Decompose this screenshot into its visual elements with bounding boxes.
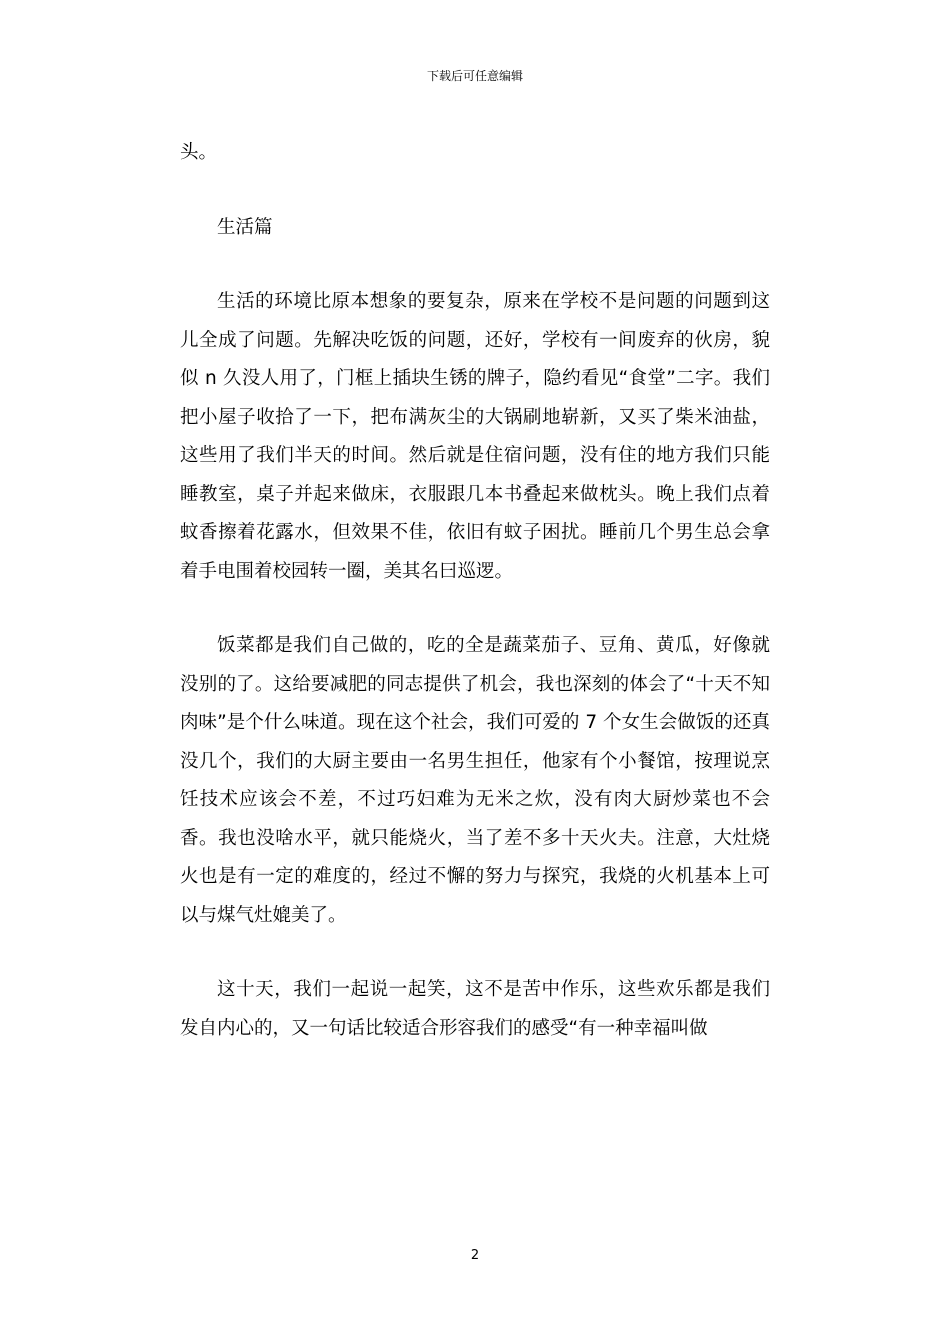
section-title: 生活篇 <box>217 216 273 238</box>
document-body <box>180 134 770 1048</box>
continuation-text: 头。 <box>180 142 218 163</box>
page-header: 下载后可任意编辑 <box>426 69 523 83</box>
paragraph-happiness: 这十天，我们一起说一起笑，这不是苦中作乐，这些欢乐都是我们发自内心的，又一句话比较适合形容我们的感受“有一种幸福叫做 <box>180 979 770 1039</box>
paragraph-meals: 饭菜都是我们自己做的，吃的全是蔬菜茄子、豆角、黄瓜，好像就没别的了。这给要减肥的同志提供了机会，我也深刻的体会了“十天不知肉味”是个什么味道。现在这个社会，我们可爱的 7 个女生会做饭的还真没几个，我们的大厨主要由一名男生担任，他家有个小餐馆，按理说烹饪技术应该会不差，不过巧妇难为无米之炊，没有肉大厨炒菜也不会香。我也没啥水平，就只能烧火，当了差不多十天火夫。注意，大灶烧火也是有一定的难度的，经过不懈的努力与探究，我烧的火机基本上可以与煤气灶媲美了。 <box>180 635 770 926</box>
paragraph-living-environment: 生活的环境比原本想象的要复杂，原来在学校不是问题的问题到这儿全成了问题。先解决吃饭的问题，还好，学校有一间废弃的伙房，貌似 n 久没人用了，门框上插块生锈的牌子，隐约看见“食堂”二字。我们把小屋子收拾了一下，把布满灰尘的大锅刷地崭新，又买了柴米油盐，这些用了我们半天的时间。然后就是住宿问题，没有住的地方我们只能睡教室，桌子并起来做床，衣服跟几本书叠起来做枕头。晚上我们点着蚊香擦着花露水，但效果不佳，依旧有蚊子困扰。睡前几个男生总会拿着手电围着校园转一圈，美其名曰巡逻。 <box>180 291 770 582</box>
page-number: 2 <box>470 1248 480 1263</box>
